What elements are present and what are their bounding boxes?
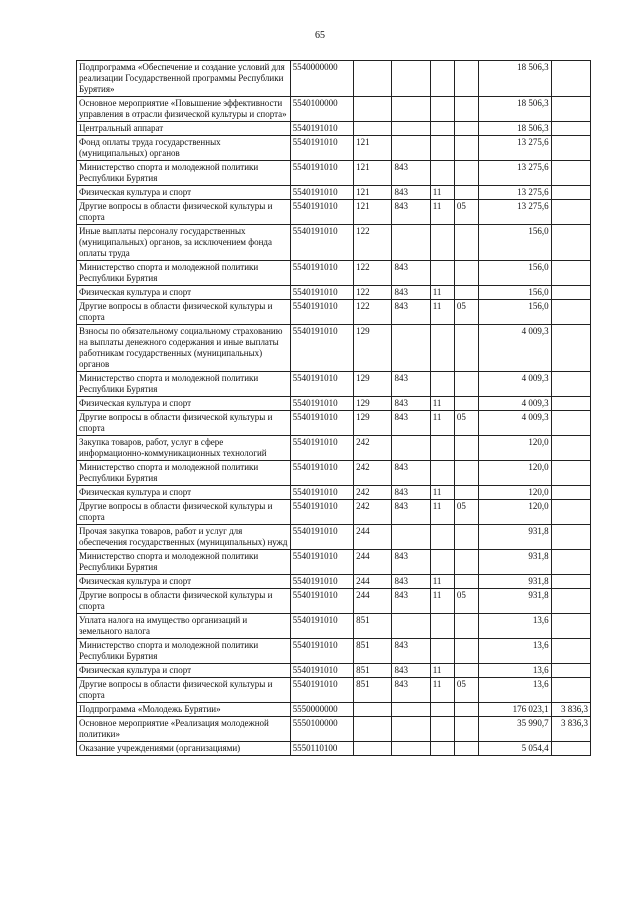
cell-grbs: 843 bbox=[392, 664, 430, 678]
cell-sum1: 13,6 bbox=[479, 639, 552, 664]
cell-rz: 11 bbox=[430, 200, 454, 225]
cell-sum1: 4 009,3 bbox=[479, 397, 552, 411]
cell-sum2 bbox=[551, 61, 590, 97]
cell-grbs bbox=[392, 325, 430, 372]
cell-pr bbox=[454, 575, 478, 589]
cell-sum2 bbox=[551, 486, 590, 500]
cell-name: Другие вопросы в области физической культуры и спорта bbox=[77, 678, 291, 703]
cell-name: Взносы по обязательному социальному страхованию на выплаты денежного содержания и иные выплаты работникам государственных (муниципальных) органов bbox=[77, 325, 291, 372]
table-row bbox=[77, 486, 591, 500]
cell-sum1: 5 054,4 bbox=[479, 742, 552, 756]
cell-pr bbox=[454, 486, 478, 500]
cell-csr: 5540191010 bbox=[290, 461, 353, 486]
cell-sum1: 18 506,3 bbox=[479, 97, 552, 122]
cell-name: Основное мероприятие «Повышение эффективности управления в отрасли физической культуры и спорта» bbox=[77, 97, 291, 122]
cell-name: Основное мероприятие «Реализация молодежной политики» bbox=[77, 717, 291, 742]
cell-csr: 5540191010 bbox=[290, 575, 353, 589]
cell-vr bbox=[354, 742, 392, 756]
cell-csr: 5540191010 bbox=[290, 286, 353, 300]
cell-vr bbox=[354, 703, 392, 717]
cell-csr: 5540191010 bbox=[290, 525, 353, 550]
cell-name: Иные выплаты персоналу государственных (муниципальных) органов, за исключением фонда оплаты труда bbox=[77, 225, 291, 261]
cell-name: Министерство спорта и молодежной политики Республики Бурятия bbox=[77, 461, 291, 486]
cell-sum1: 4 009,3 bbox=[479, 325, 552, 372]
cell-vr: 242 bbox=[354, 486, 392, 500]
cell-rz: 11 bbox=[430, 186, 454, 200]
cell-csr: 5540191010 bbox=[290, 639, 353, 664]
cell-sum2 bbox=[551, 575, 590, 589]
table-row bbox=[77, 500, 591, 525]
cell-pr bbox=[454, 97, 478, 122]
page-number: 65 bbox=[315, 30, 325, 41]
cell-csr: 5540191010 bbox=[290, 436, 353, 461]
table-row bbox=[77, 717, 591, 742]
cell-name: Прочая закупка товаров, работ и услуг для обеспечения государственных (муниципальных) нужд bbox=[77, 525, 291, 550]
cell-rz bbox=[430, 742, 454, 756]
cell-rz bbox=[430, 717, 454, 742]
cell-sum2 bbox=[551, 225, 590, 261]
cell-rz bbox=[430, 97, 454, 122]
cell-rz bbox=[430, 436, 454, 461]
cell-grbs: 843 bbox=[392, 500, 430, 525]
cell-vr: 121 bbox=[354, 186, 392, 200]
cell-sum1: 13 275,6 bbox=[479, 186, 552, 200]
cell-rz: 11 bbox=[430, 589, 454, 614]
budget-table-body bbox=[77, 61, 591, 756]
cell-vr: 121 bbox=[354, 136, 392, 161]
cell-csr: 5550000000 bbox=[290, 703, 353, 717]
cell-sum1: 931,8 bbox=[479, 575, 552, 589]
cell-rz bbox=[430, 639, 454, 664]
cell-rz: 11 bbox=[430, 500, 454, 525]
cell-name: Физическая культура и спорт bbox=[77, 397, 291, 411]
cell-sum1: 13 275,6 bbox=[479, 200, 552, 225]
cell-sum2 bbox=[551, 664, 590, 678]
cell-vr: 851 bbox=[354, 639, 392, 664]
table-row bbox=[77, 411, 591, 436]
cell-grbs: 843 bbox=[392, 200, 430, 225]
table-row bbox=[77, 97, 591, 122]
cell-rz: 11 bbox=[430, 678, 454, 703]
cell-rz bbox=[430, 225, 454, 261]
cell-vr: 244 bbox=[354, 575, 392, 589]
cell-sum1: 18 506,3 bbox=[479, 122, 552, 136]
cell-vr: 129 bbox=[354, 372, 392, 397]
cell-csr: 5540191010 bbox=[290, 614, 353, 639]
table-row bbox=[77, 225, 591, 261]
table-row bbox=[77, 525, 591, 550]
cell-csr: 5540191010 bbox=[290, 678, 353, 703]
cell-sum2 bbox=[551, 397, 590, 411]
cell-sum1: 18 506,3 bbox=[479, 61, 552, 97]
cell-sum2 bbox=[551, 614, 590, 639]
cell-csr: 5540191010 bbox=[290, 325, 353, 372]
cell-pr bbox=[454, 461, 478, 486]
cell-sum1: 4 009,3 bbox=[479, 411, 552, 436]
cell-vr bbox=[354, 97, 392, 122]
cell-rz bbox=[430, 372, 454, 397]
cell-name: Другие вопросы в области физической культуры и спорта bbox=[77, 300, 291, 325]
cell-grbs bbox=[392, 61, 430, 97]
cell-name: Фонд оплаты труда государственных (муниципальных) органов bbox=[77, 136, 291, 161]
cell-rz bbox=[430, 122, 454, 136]
table-row bbox=[77, 261, 591, 286]
table-row bbox=[77, 614, 591, 639]
cell-csr: 5540191010 bbox=[290, 486, 353, 500]
cell-vr: 242 bbox=[354, 436, 392, 461]
table-row bbox=[77, 325, 591, 372]
table-row bbox=[77, 136, 591, 161]
cell-csr: 5540191010 bbox=[290, 225, 353, 261]
cell-pr: 05 bbox=[454, 300, 478, 325]
cell-grbs bbox=[392, 717, 430, 742]
cell-name: Другие вопросы в области физической культуры и спорта bbox=[77, 411, 291, 436]
table-row bbox=[77, 703, 591, 717]
cell-name: Другие вопросы в области физической культуры и спорта bbox=[77, 589, 291, 614]
cell-pr bbox=[454, 136, 478, 161]
cell-csr: 5540191010 bbox=[290, 372, 353, 397]
cell-grbs: 843 bbox=[392, 161, 430, 186]
cell-vr: 242 bbox=[354, 461, 392, 486]
cell-grbs bbox=[392, 525, 430, 550]
cell-name: Министерство спорта и молодежной политики Республики Бурятия bbox=[77, 550, 291, 575]
cell-pr bbox=[454, 61, 478, 97]
cell-rz: 11 bbox=[430, 486, 454, 500]
cell-vr: 121 bbox=[354, 161, 392, 186]
cell-grbs bbox=[392, 225, 430, 261]
cell-csr: 5550110100 bbox=[290, 742, 353, 756]
cell-sum1: 931,8 bbox=[479, 525, 552, 550]
cell-rz: 11 bbox=[430, 411, 454, 436]
cell-pr bbox=[454, 261, 478, 286]
cell-csr: 5540191010 bbox=[290, 186, 353, 200]
cell-sum1: 13,6 bbox=[479, 664, 552, 678]
cell-sum2 bbox=[551, 678, 590, 703]
cell-name: Министерство спорта и молодежной политики Республики Бурятия bbox=[77, 639, 291, 664]
cell-grbs: 843 bbox=[392, 286, 430, 300]
cell-sum2 bbox=[551, 742, 590, 756]
cell-pr bbox=[454, 525, 478, 550]
cell-name: Другие вопросы в области физической культуры и спорта bbox=[77, 200, 291, 225]
cell-name: Центральный аппарат bbox=[77, 122, 291, 136]
cell-rz bbox=[430, 261, 454, 286]
cell-name: Физическая культура и спорт bbox=[77, 486, 291, 500]
cell-sum2 bbox=[551, 500, 590, 525]
cell-csr: 5540191010 bbox=[290, 589, 353, 614]
cell-grbs: 843 bbox=[392, 461, 430, 486]
cell-sum2 bbox=[551, 411, 590, 436]
cell-name: Физическая культура и спорт bbox=[77, 186, 291, 200]
cell-csr: 5540191010 bbox=[290, 397, 353, 411]
cell-vr: 122 bbox=[354, 300, 392, 325]
cell-sum2 bbox=[551, 97, 590, 122]
cell-pr bbox=[454, 639, 478, 664]
cell-pr bbox=[454, 703, 478, 717]
cell-sum1: 13 275,6 bbox=[479, 161, 552, 186]
cell-sum2 bbox=[551, 639, 590, 664]
cell-sum2 bbox=[551, 372, 590, 397]
cell-name: Закупка товаров, работ, услуг в сфере информационно-коммуникационных технологий bbox=[77, 436, 291, 461]
cell-name: Оказание учреждениями (организациями) bbox=[77, 742, 291, 756]
cell-pr bbox=[454, 122, 478, 136]
cell-grbs: 843 bbox=[392, 486, 430, 500]
cell-csr: 5540191010 bbox=[290, 136, 353, 161]
cell-sum1: 120,0 bbox=[479, 436, 552, 461]
cell-grbs bbox=[392, 703, 430, 717]
cell-rz bbox=[430, 550, 454, 575]
cell-grbs: 843 bbox=[392, 639, 430, 664]
cell-pr bbox=[454, 664, 478, 678]
cell-rz bbox=[430, 61, 454, 97]
cell-pr: 05 bbox=[454, 500, 478, 525]
cell-vr bbox=[354, 717, 392, 742]
cell-csr: 5540191010 bbox=[290, 550, 353, 575]
cell-rz: 11 bbox=[430, 664, 454, 678]
cell-sum2 bbox=[551, 550, 590, 575]
cell-rz bbox=[430, 525, 454, 550]
cell-vr: 242 bbox=[354, 500, 392, 525]
cell-vr: 244 bbox=[354, 589, 392, 614]
cell-sum1: 120,0 bbox=[479, 461, 552, 486]
cell-rz: 11 bbox=[430, 286, 454, 300]
cell-grbs bbox=[392, 614, 430, 639]
cell-pr: 05 bbox=[454, 589, 478, 614]
cell-grbs: 843 bbox=[392, 372, 430, 397]
cell-vr: 851 bbox=[354, 614, 392, 639]
cell-rz: 11 bbox=[430, 397, 454, 411]
cell-sum1: 931,8 bbox=[479, 550, 552, 575]
cell-name: Физическая культура и спорт bbox=[77, 575, 291, 589]
cell-sum1: 13 275,6 bbox=[479, 136, 552, 161]
cell-name: Подпрограмма «Молодежь Бурятии» bbox=[77, 703, 291, 717]
cell-name: Уплата налога на имущество организаций и земельного налога bbox=[77, 614, 291, 639]
cell-sum1: 35 990,7 bbox=[479, 717, 552, 742]
cell-vr: 122 bbox=[354, 286, 392, 300]
table-row bbox=[77, 122, 591, 136]
cell-vr: 129 bbox=[354, 397, 392, 411]
cell-pr bbox=[454, 225, 478, 261]
table-row bbox=[77, 372, 591, 397]
cell-sum1: 13,6 bbox=[479, 614, 552, 639]
cell-sum2 bbox=[551, 525, 590, 550]
cell-grbs: 843 bbox=[392, 678, 430, 703]
cell-pr bbox=[454, 742, 478, 756]
cell-vr: 121 bbox=[354, 200, 392, 225]
cell-csr: 5540191010 bbox=[290, 122, 353, 136]
cell-grbs: 843 bbox=[392, 411, 430, 436]
cell-grbs: 843 bbox=[392, 186, 430, 200]
cell-vr bbox=[354, 61, 392, 97]
cell-sum2 bbox=[551, 186, 590, 200]
cell-sum2 bbox=[551, 589, 590, 614]
cell-sum2 bbox=[551, 136, 590, 161]
cell-sum2 bbox=[551, 286, 590, 300]
cell-grbs bbox=[392, 97, 430, 122]
cell-sum2 bbox=[551, 436, 590, 461]
cell-name: Министерство спорта и молодежной политики Республики Бурятия bbox=[77, 261, 291, 286]
cell-sum2 bbox=[551, 161, 590, 186]
cell-vr: 129 bbox=[354, 411, 392, 436]
cell-name: Другие вопросы в области физической культуры и спорта bbox=[77, 500, 291, 525]
cell-sum2 bbox=[551, 261, 590, 286]
cell-sum2 bbox=[551, 300, 590, 325]
cell-vr: 122 bbox=[354, 225, 392, 261]
cell-rz bbox=[430, 461, 454, 486]
cell-pr bbox=[454, 717, 478, 742]
cell-sum2 bbox=[551, 200, 590, 225]
cell-sum1: 176 023,1 bbox=[479, 703, 552, 717]
cell-csr: 5540191010 bbox=[290, 664, 353, 678]
table-row bbox=[77, 186, 591, 200]
cell-csr: 5540191010 bbox=[290, 411, 353, 436]
cell-csr: 5540191010 bbox=[290, 200, 353, 225]
cell-sum2 bbox=[551, 122, 590, 136]
cell-rz bbox=[430, 703, 454, 717]
cell-grbs bbox=[392, 122, 430, 136]
cell-name: Министерство спорта и молодежной политики Республики Бурятия bbox=[77, 372, 291, 397]
cell-sum1: 4 009,3 bbox=[479, 372, 552, 397]
table-row bbox=[77, 589, 591, 614]
table-row bbox=[77, 61, 591, 97]
table-row bbox=[77, 286, 591, 300]
cell-pr: 05 bbox=[454, 200, 478, 225]
cell-rz bbox=[430, 614, 454, 639]
cell-grbs bbox=[392, 436, 430, 461]
table-row bbox=[77, 436, 591, 461]
cell-name: Физическая культура и спорт bbox=[77, 286, 291, 300]
cell-grbs bbox=[392, 136, 430, 161]
cell-rz bbox=[430, 161, 454, 186]
table-row bbox=[77, 639, 591, 664]
table-row bbox=[77, 550, 591, 575]
cell-vr bbox=[354, 122, 392, 136]
cell-sum1: 120,0 bbox=[479, 486, 552, 500]
cell-grbs: 843 bbox=[392, 550, 430, 575]
cell-pr bbox=[454, 372, 478, 397]
cell-vr: 851 bbox=[354, 678, 392, 703]
table-row bbox=[77, 678, 591, 703]
cell-csr: 5550100000 bbox=[290, 717, 353, 742]
cell-sum1: 156,0 bbox=[479, 225, 552, 261]
cell-name: Физическая культура и спорт bbox=[77, 664, 291, 678]
cell-pr bbox=[454, 286, 478, 300]
cell-sum2: 3 836,3 bbox=[551, 717, 590, 742]
cell-csr: 5540000000 bbox=[290, 61, 353, 97]
table-row bbox=[77, 664, 591, 678]
cell-grbs: 843 bbox=[392, 261, 430, 286]
table-row bbox=[77, 300, 591, 325]
table-row bbox=[77, 397, 591, 411]
cell-csr: 5540191010 bbox=[290, 500, 353, 525]
cell-sum2: 3 836,3 bbox=[551, 703, 590, 717]
cell-csr: 5540191010 bbox=[290, 300, 353, 325]
cell-csr: 5540100000 bbox=[290, 97, 353, 122]
cell-sum2 bbox=[551, 325, 590, 372]
cell-name: Министерство спорта и молодежной политики Республики Бурятия bbox=[77, 161, 291, 186]
cell-grbs: 843 bbox=[392, 575, 430, 589]
cell-pr: 05 bbox=[454, 411, 478, 436]
cell-pr bbox=[454, 614, 478, 639]
cell-pr bbox=[454, 186, 478, 200]
cell-grbs: 843 bbox=[392, 397, 430, 411]
cell-grbs: 843 bbox=[392, 300, 430, 325]
cell-grbs: 843 bbox=[392, 589, 430, 614]
cell-pr bbox=[454, 397, 478, 411]
cell-rz bbox=[430, 136, 454, 161]
cell-sum1: 156,0 bbox=[479, 300, 552, 325]
cell-sum1: 120,0 bbox=[479, 500, 552, 525]
cell-sum1: 156,0 bbox=[479, 261, 552, 286]
budget-table bbox=[76, 60, 591, 756]
cell-vr: 122 bbox=[354, 261, 392, 286]
cell-pr bbox=[454, 325, 478, 372]
cell-grbs bbox=[392, 742, 430, 756]
cell-pr: 05 bbox=[454, 678, 478, 703]
table-row bbox=[77, 575, 591, 589]
table-row bbox=[77, 200, 591, 225]
cell-csr: 5540191010 bbox=[290, 161, 353, 186]
table-row bbox=[77, 742, 591, 756]
cell-rz: 11 bbox=[430, 300, 454, 325]
cell-csr: 5540191010 bbox=[290, 261, 353, 286]
table-row bbox=[77, 461, 591, 486]
cell-sum2 bbox=[551, 461, 590, 486]
cell-vr: 244 bbox=[354, 550, 392, 575]
cell-rz: 11 bbox=[430, 575, 454, 589]
cell-sum1: 931,8 bbox=[479, 589, 552, 614]
cell-vr: 244 bbox=[354, 525, 392, 550]
cell-pr bbox=[454, 161, 478, 186]
cell-sum1: 156,0 bbox=[479, 286, 552, 300]
cell-pr bbox=[454, 436, 478, 461]
table-row bbox=[77, 161, 591, 186]
cell-vr: 129 bbox=[354, 325, 392, 372]
cell-rz bbox=[430, 325, 454, 372]
cell-vr: 851 bbox=[354, 664, 392, 678]
cell-pr bbox=[454, 550, 478, 575]
cell-name: Подпрограмма «Обеспечение и создание условий для реализации Государственной программы Республики Бурятия» bbox=[77, 61, 291, 97]
cell-sum1: 13,6 bbox=[479, 678, 552, 703]
